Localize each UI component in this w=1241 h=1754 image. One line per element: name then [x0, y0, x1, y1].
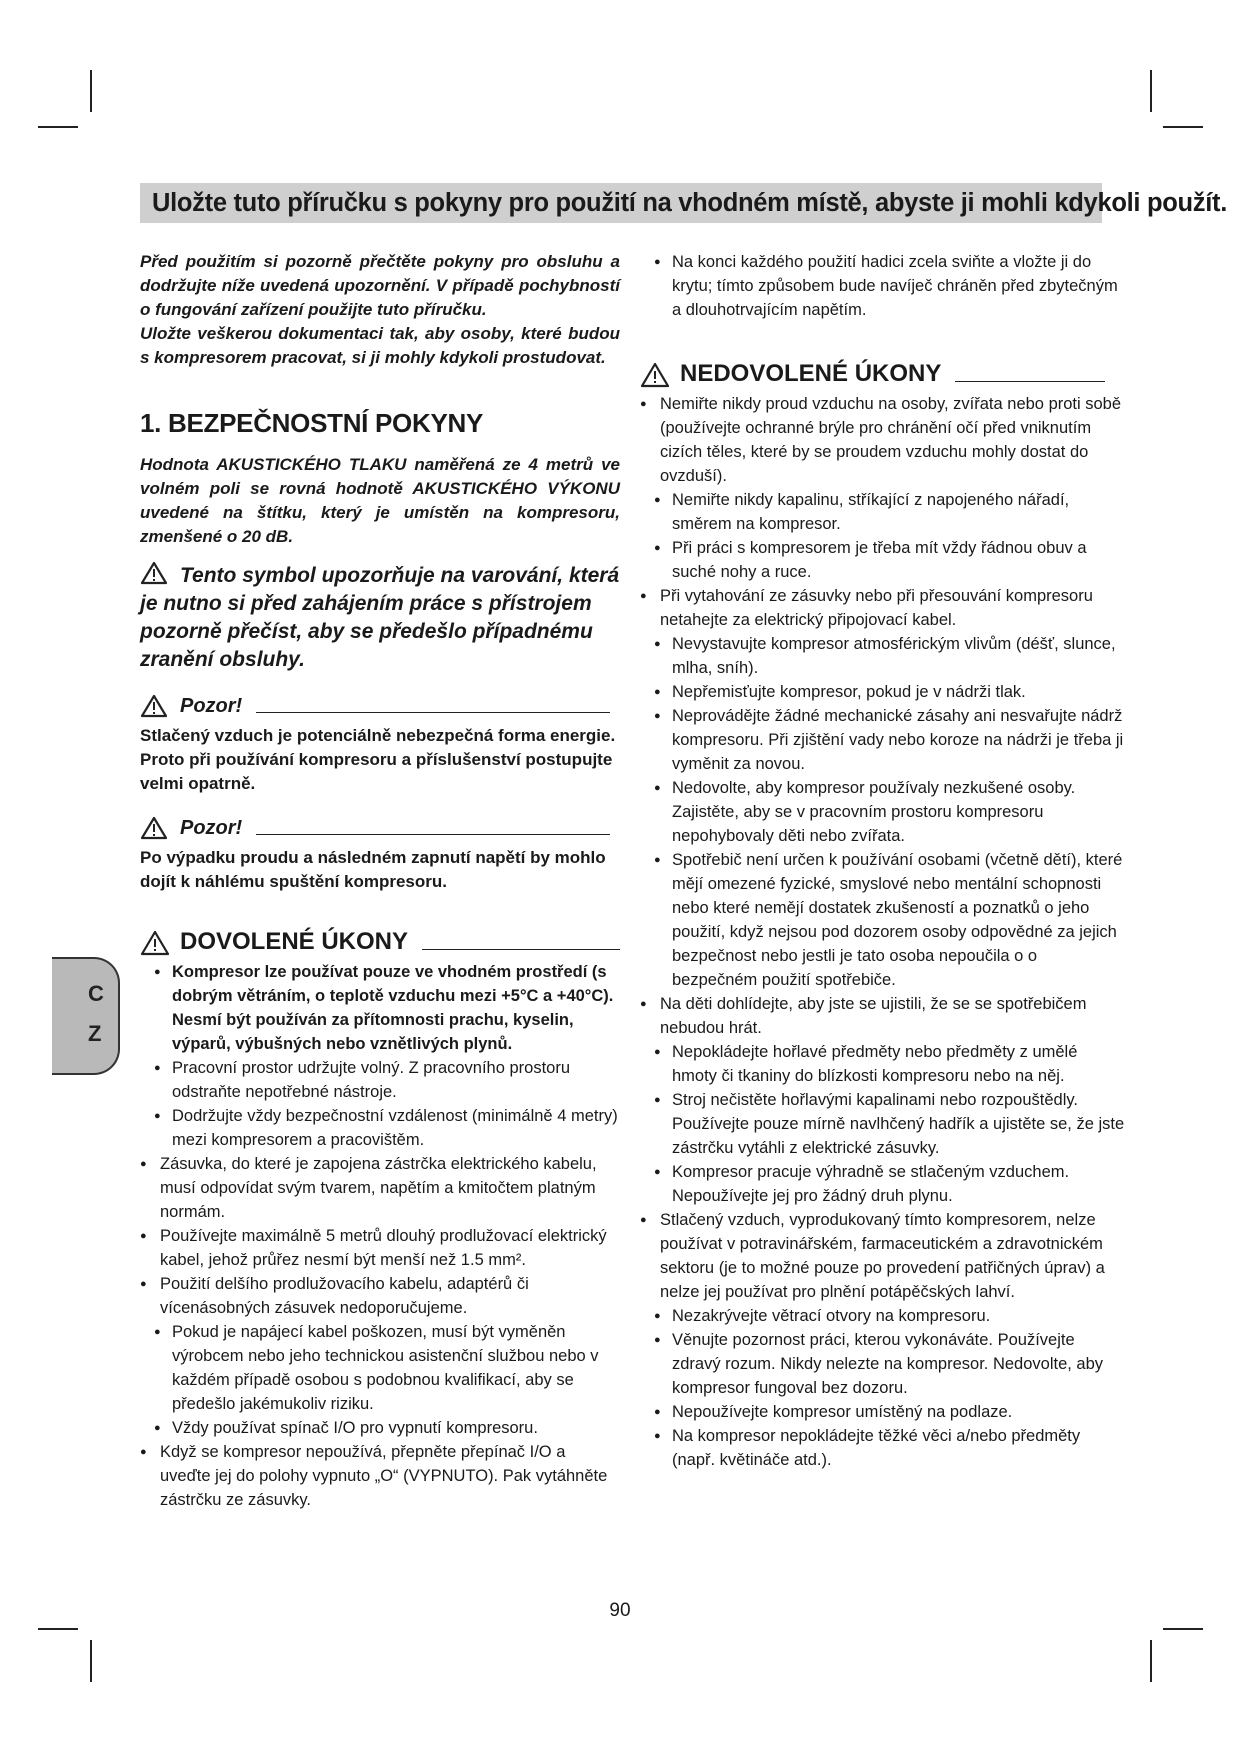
crop-mark	[1163, 126, 1203, 128]
list-item: ● Když se kompresor nepoužívá, přepněte přepínač I/O a uveďte jej do polohy vypnuto „O“ (VYPNUTO). Pak vytáhněte zástrčku ze zásuvky.	[140, 1440, 620, 1512]
pozor-text: Po výpadku proudu a následném zapnutí napětí by mohlo dojít k náhlému spuštění kompresoru.	[140, 848, 606, 891]
list-item: ● Pracovní prostor udržujte volný. Z pracovního prostoru odstraňte nepotřebné nástroje.	[154, 1056, 620, 1104]
page-number: 90	[609, 1600, 631, 1621]
heading-rule	[422, 949, 620, 950]
list-item: ● Pokud je napájecí kabel poškozen, musí být vyměněn výrobcem nebo jeho technickou asistenční službou nebo v každém případě osobou s podobnou kvalifikací, aby se předešlo jakémukoliv riziku.	[154, 1320, 620, 1416]
warning-icon	[140, 561, 168, 585]
heading-rule	[256, 834, 610, 835]
list-item: ● Na děti dohlídejte, aby jste se ujistili, že se se spotřebičem nebudou hrát.	[640, 992, 1125, 1040]
list-item: ● Nepřemisťujte kompresor, pokud je v nádrži tlak.	[654, 680, 1125, 704]
list-item: ● Nezakrývejte větrací otvory na kompresoru.	[654, 1304, 1125, 1328]
warning-icon	[140, 930, 170, 956]
list-item: ● Při vytahování ze zásuvky nebo při přesouvání kompresoru netahejte za elektrický připojovací kabel.	[640, 584, 1125, 632]
list-item: ● Na kompresor nepokládejte těžké věci a/nebo předměty (např. květináče atd.).	[654, 1424, 1125, 1472]
right-intro-list	[640, 250, 1125, 322]
left-column	[140, 250, 620, 1512]
allowed-heading	[140, 928, 620, 956]
list-item: ● Neprovádějte žádné mechanické zásahy ani nesvařujte nádrž kompresoru. Při zjištění vady nebo koroze na nádrži je třeba ji vyměnit za novou.	[654, 704, 1125, 776]
list-item: ● Nedovolte, aby kompresor používaly nezkušené osoby. Zajistěte, aby se v pracovním prostoru kompresoru nepohybovaly děti nebo zvířata.	[654, 776, 1125, 848]
pozor-text: Stlačený vzduch je potenciálně nebezpečná forma energie. Proto při používání kompresoru a příslušenství postupujte velmi opatrně.	[140, 726, 616, 793]
allowed-title: DOVOLENÉ ÚKONY	[180, 928, 409, 955]
list-item: ● Nepoužívejte kompresor umístěný na podlaze.	[654, 1400, 1125, 1424]
list-item: ● Použití delšího prodlužovacího kabelu, adaptérů či vícenásobných zásuvek nedoporučujeme.	[140, 1272, 620, 1320]
crop-mark	[90, 1640, 92, 1682]
list-item: ● Při práci s kompresorem je třeba mít vždy řádnou obuv a suché nohy a ruce.	[654, 536, 1125, 584]
list-item: ● Dodržujte vždy bezpečnostní vzdálenost (minimálně 4 metry) mezi kompresorem a pracovištěm.	[154, 1104, 620, 1152]
forbidden-heading	[640, 360, 1125, 388]
tab-letter: Z	[88, 1021, 102, 1046]
list-item: ● Spotřebič není určen k používání osobami (včetně dětí), které mějí omezené fyzické, smyslové nebo mentální schopnosti nebo které nemějí dostatek zkušeností a poznatků o jeho použití, když nejsou pod dozorem osoby odpovědné za jejich bezpečnost nebo jestli je tato osoba nepoučila o o bezpečném použití spotřebiče.	[654, 848, 1125, 992]
tab-letter: C	[88, 981, 104, 1006]
list-item: ● Věnujte pozornost práci, kterou vykonáváte. Používejte zdravý rozum. Nikdy nelezte na kompresor. Nedovolte, aby kompresor fungoval bez dozoru.	[654, 1328, 1125, 1400]
pozor-heading	[140, 694, 620, 718]
symbol-warning	[140, 561, 620, 674]
crop-mark	[1163, 1628, 1203, 1630]
crop-mark	[1150, 70, 1152, 112]
header-banner: Uložte tuto příručku s pokyny pro použití na vhodném místě, abyste ji mohli kdykoli použít.	[140, 183, 1102, 223]
list-item: ● Na konci každého použití hadici zcela sviňte a vložte ji do krytu; tímto způsobem bude navíječ chráněn před zbytečným a dlouhotrvajícím napětím.	[654, 250, 1125, 322]
pozor-label: Pozor!	[180, 695, 243, 717]
forbidden-list	[640, 392, 1125, 1472]
list-item: ● Nevystavujte kompresor atmosférickým vlivům (déšť, slunce, mlha, sníh).	[654, 632, 1125, 680]
warning-icon	[140, 816, 168, 840]
crop-mark	[38, 1628, 78, 1630]
warning-icon	[640, 362, 670, 388]
language-tab	[52, 957, 120, 1075]
list-item: ● Vždy používat spínač I/O pro vypnutí kompresoru.	[154, 1416, 620, 1440]
list-item: ● Kompresor lze používat pouze ve vhodném prostředí (s dobrým větráním, o teplotě vzduchu mezi +5°C a +40°C). Nesmí být používán za přítomnosti prachu, kyselin, výparů, výbušných nebo vznětlivých plynů.	[154, 960, 620, 1056]
acoustic-note: Hodnota AKUSTICKÉHO TLAKU naměřená ze 4 metrů ve volném poli se rovná hodnotě AKUSTICKÉHO VÝKONU uvedené na štítku, který je umístěn na kompresoru, zmenšené o 20 dB.	[140, 455, 620, 546]
crop-mark	[90, 70, 92, 112]
list-item: ● Zásuvka, do které je zapojena zástrčka elektrického kabelu, musí odpovídat svým tvarem, napětím a kmitočtem platným normám.	[140, 1152, 620, 1224]
warning-icon	[140, 694, 168, 718]
forbidden-title: NEDOVOLENÉ ÚKONY	[680, 360, 942, 387]
list-item: ● Kompresor pracuje výhradně se stlačeným vzduchem. Nepoužívejte jej pro žádný druh plynu.	[654, 1160, 1125, 1208]
heading-rule	[955, 381, 1105, 382]
list-item: ● Používejte maximálně 5 metrů dlouhý prodlužovací elektrický kabel, jehož průřez nesmí být menší než 1.5 mm².	[140, 1224, 620, 1272]
list-item: ● Nepokládejte hořlavé předměty nebo předměty z umělé hmoty či tkaniny do blízkosti kompresoru nebo na něj.	[654, 1040, 1125, 1088]
allowed-list	[140, 960, 620, 1512]
right-column	[640, 250, 1125, 1472]
list-item: ● Nemiřte nikdy kapalinu, stříkající z napojeného nářadí, směrem na kompresor.	[654, 488, 1125, 536]
crop-mark	[1150, 1640, 1152, 1682]
symbol-warning-text: Tento symbol upozorňuje na varování, která je nutno si před zahájením práce s přístrojem pozorně přečíst, aby se předešlo případnému zranění obsluhy.	[140, 564, 620, 671]
intro-text: Před použitím si pozorně přečtěte pokyny pro obsluhu a dodržujte níže uvedená upozornění. V případě pochybností o fungování zařízení použijte tuto příručku.	[140, 252, 620, 319]
section-title: 1. BEZPEČNOSTNÍ POKYNY	[140, 408, 484, 438]
list-item: ● Nemiřte nikdy proud vzduchu na osoby, zvířata nebo proti sobě (používejte ochranné brýle pro chránění očí před vniknutím cizích těles, které by se proudem vzduchu mohly dostat do ovzduší).	[640, 392, 1125, 488]
pozor-heading	[140, 816, 620, 840]
list-item: ● Stroj nečistěte hořlavými kapalinami nebo rozpouštědly. Používejte pouze mírně navlhčený hadřík a ujistěte se, že jste zástrčku vytáhli z elektrické zásuvky.	[654, 1088, 1125, 1160]
intro-text-2: Uložte veškerou dokumentaci tak, aby osoby, které budou s kompresorem pracovat, si ji mohly kdykoli prostudovat.	[140, 324, 620, 367]
heading-rule	[256, 712, 610, 713]
crop-mark	[38, 126, 78, 128]
list-item: ● Stlačený vzduch, vyprodukovaný tímto kompresorem, nelze používat v potravinářském, farmaceutickém a zdravotnickém sektoru (je to možné pouze po provedení patřičných úprav) a nelze jej používat pro plnění potápěčských lahví.	[640, 1208, 1125, 1304]
pozor-label: Pozor!	[180, 817, 243, 839]
